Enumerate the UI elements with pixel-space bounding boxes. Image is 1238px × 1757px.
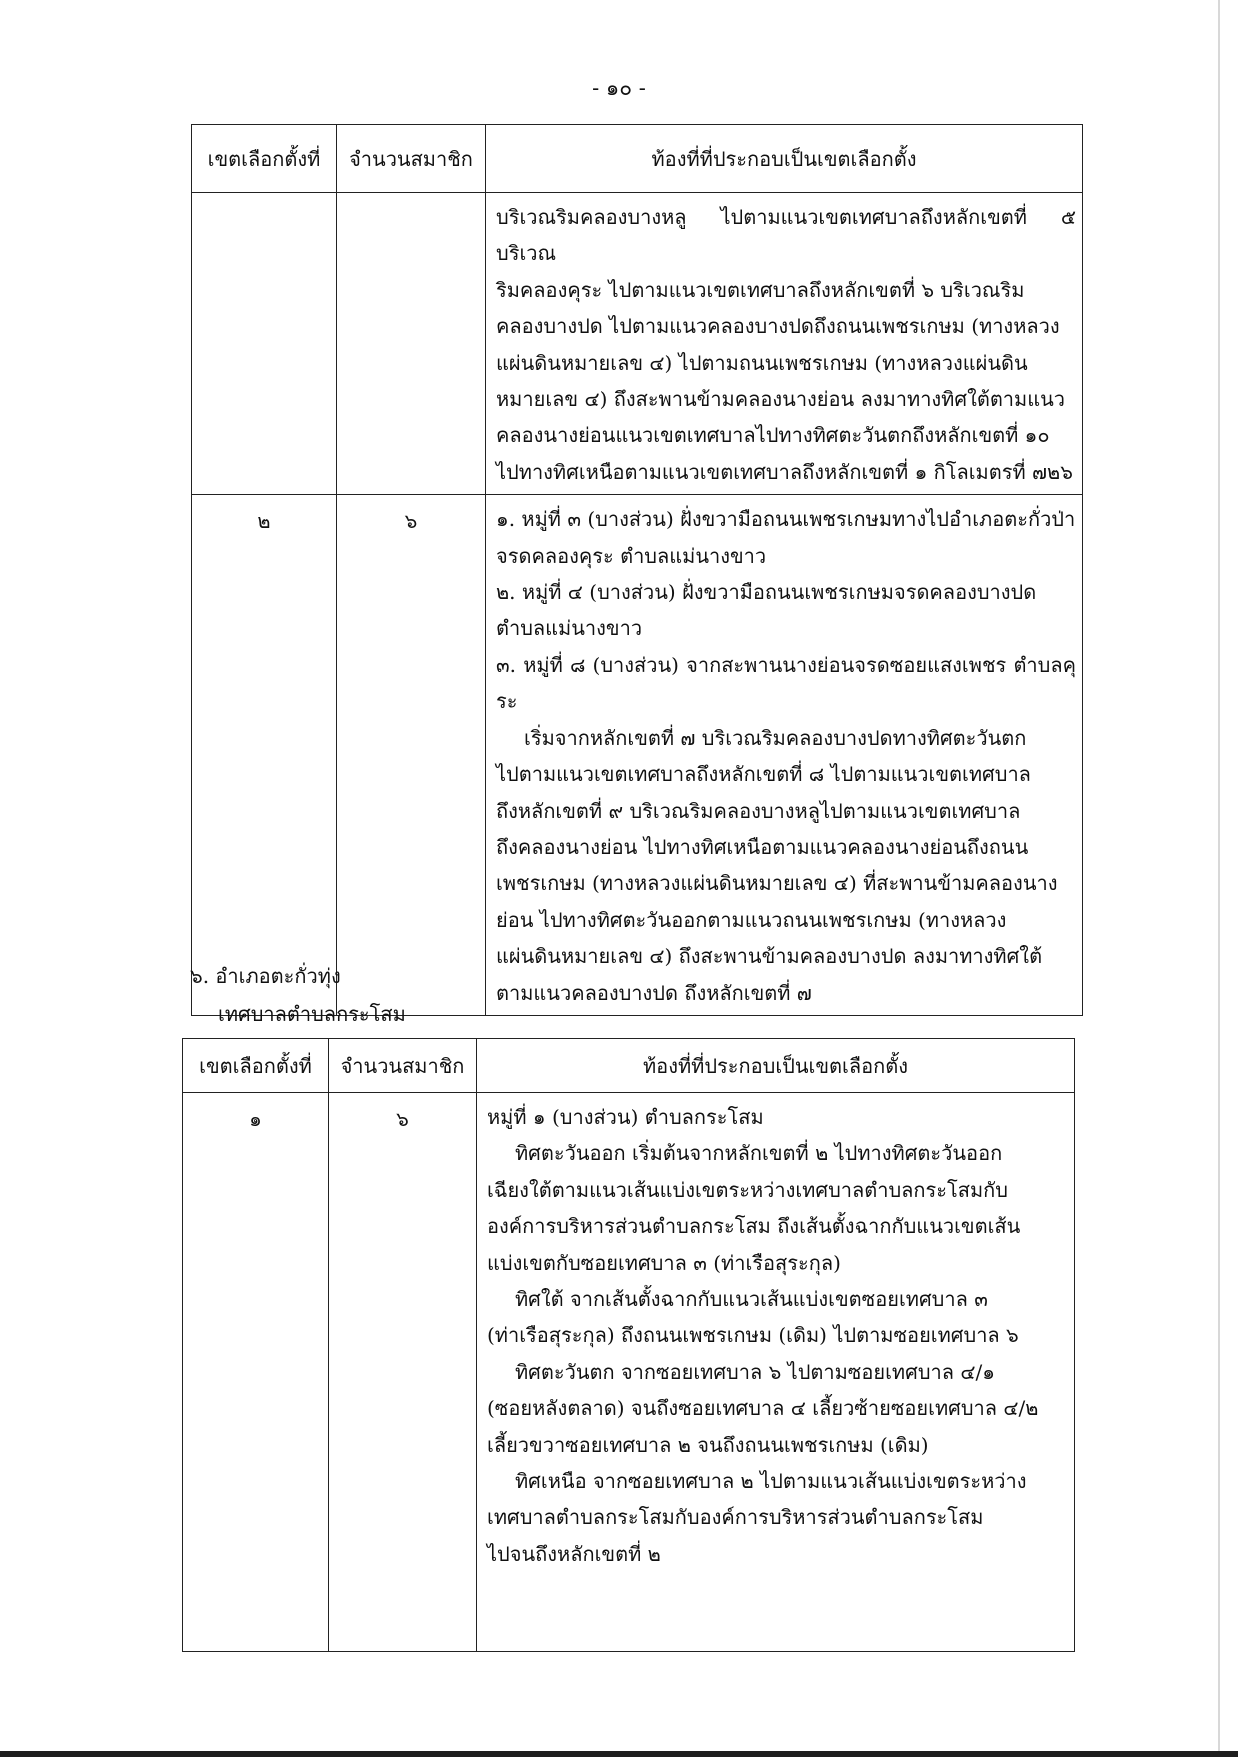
table-row <box>192 495 1083 1016</box>
area-line: คลองบางปด ไปตามแนวคลองบางปดถึงถนนเพชรเกษม (ทางหลวง <box>496 314 1060 339</box>
area-line: ถึงคลองนางย่อน ไปทางทิศเหนือตามแนวคลองนางย่อนถึงถนน <box>496 834 1029 859</box>
area-line: แผ่นดินหมายเลข ๔) ถึงสะพานข้ามคลองบางปด ลงมาทางทิศใต้ <box>496 944 1043 969</box>
area-line: ๓. หมู่ที่ ๘ (บางส่วน) จากสะพานนางย่อนจรดซอยแสงเพชร ตำบลคุระ <box>496 652 1076 714</box>
electoral-zone-table-2 <box>182 1038 1075 1652</box>
area-line: ย่อน ไปทางทิศตะวันออกตามแนวถนนเพชรเกษม (ทางหลวง <box>496 907 1007 932</box>
municipality-heading: เทศบาลตำบลกระโสม <box>218 1002 406 1026</box>
area-description-cell <box>477 1093 1075 1652</box>
header-members: จำนวนสมาชิก <box>337 125 486 193</box>
area-line: เทศบาลตำบลกระโสมกับองค์การบริหารส่วนตำบลกระโสม <box>487 1505 984 1530</box>
area-description-cell <box>486 495 1083 1016</box>
area-line: (ท่าเรือสุระกุล) ถึงถนนเพชรเกษม (เดิม) ไปตามซอยเทศบาล ๖ <box>487 1323 1019 1348</box>
area-line: จรดคลองคุระ ตำบลแม่นางขาว <box>496 543 767 568</box>
district-heading: ๖. อำเภอตะกั่วทุ่ง <box>190 964 341 988</box>
area-line: (ซอยหลังตลาด) จนถึงซอยเทศบาล ๔ เลี้ยวซ้ายซอยเทศบาล ๔/๒ <box>487 1396 1039 1421</box>
table-header-row <box>183 1039 1075 1093</box>
area-line: เฉียงใต้ตามแนวเส้นแบ่งเขตระหว่างเทศบาลตำบลกระโสมกับ <box>487 1177 1008 1202</box>
zone-cell: ๒ <box>192 495 337 1016</box>
header-area: ท้องที่ที่ประกอบเป็นเขตเลือกตั้ง <box>486 125 1083 193</box>
scan-edge-shadow <box>1218 0 1220 1757</box>
electoral-zone-table-1 <box>191 124 1083 1016</box>
table-row <box>192 193 1083 495</box>
members-cell <box>337 193 486 495</box>
zone-cell: ๑ <box>183 1093 329 1652</box>
area-line: ทิศตะวันออก เริ่มต้นจากหลักเขตที่ ๒ ไปทางทิศตะวันออก <box>515 1141 1003 1166</box>
area-line: องค์การบริหารส่วนตำบลกระโสม ถึงเส้นตั้งฉากกับแนวเขตเส้น <box>487 1214 1021 1239</box>
area-line: ตามแนวคลองบางปด ถึงหลักเขตที่ ๗ <box>496 980 812 1005</box>
area-line: หมู่ที่ ๑ (บางส่วน) ตำบลกระโสม <box>487 1105 764 1129</box>
area-line: ไปตามแนวเขตเทศบาลถึงหลักเขตที่ ๘ ไปตามแนวเขตเทศบาล <box>496 762 1031 787</box>
area-description-cell <box>486 193 1083 495</box>
table-row <box>183 1093 1075 1652</box>
area-line: เลี้ยวขวาซอยเทศบาล ๒ จนถึงถนนเพชรเกษม (เดิม) <box>487 1432 929 1457</box>
area-line: คลองนางย่อนแนวเขตเทศบาลไปทางทิศตะวันตกถึงหลักเขตที่ ๑๐ <box>496 423 1050 448</box>
area-line: หมายเลข ๔) ถึงสะพานข้ามคลองนางย่อน ลงมาทางทิศใต้ตามแนว <box>496 387 1066 412</box>
area-line: ทิศเหนือ จากซอยเทศบาล ๒ ไปตามแนวเส้นแบ่งเขตระหว่าง <box>515 1469 1027 1494</box>
area-line: แบ่งเขตกับซอยเทศบาล ๓ (ท่าเรือสุระกุล) <box>487 1250 841 1275</box>
zone-cell <box>192 193 337 495</box>
area-line: ทิศตะวันตก จากซอยเทศบาล ๖ ไปตามซอยเทศบาล ๔/๑ <box>515 1359 995 1384</box>
scan-bottom-edge <box>0 1751 1238 1757</box>
area-line: บริเวณริมคลองบางหลู ไปตามแนวเขตเทศบาลถึงหลักเขตที่ ๕ บริเวณ <box>496 205 1076 266</box>
area-line: แผ่นดินหมายเลข ๔) ไปตามถนนเพชรเกษม (ทางหลวงแผ่นดิน <box>496 350 1028 375</box>
area-line: ทิศใต้ จากเส้นตั้งฉากกับแนวเส้นแบ่งเขตซอยเทศบาล ๓ <box>515 1287 988 1312</box>
header-members: จำนวนสมาชิก <box>329 1039 477 1093</box>
members-cell: ๖ <box>337 495 486 1016</box>
header-zone: เขตเลือกตั้งที่ <box>183 1039 329 1093</box>
members-cell: ๖ <box>329 1093 477 1652</box>
area-line: เพชรเกษม (ทางหลวงแผ่นดินหมายเลข ๔) ที่สะพานข้ามคลองนาง <box>496 871 1058 896</box>
area-line: ถึงหลักเขตที่ ๙ บริเวณริมคลองบางหลูไปตามแนวเขตเทศบาล <box>496 798 1021 823</box>
header-area: ท้องที่ที่ประกอบเป็นเขตเลือกตั้ง <box>477 1039 1075 1093</box>
area-line: ๒. หมู่ที่ ๔ (บางส่วน) ฝั่งขวามือถนนเพชรเกษมจรดคลองบางปด <box>496 580 1037 605</box>
area-line: ริมคลองคุระ ไปตามแนวเขตเทศบาลถึงหลักเขตที่ ๖ บริเวณริม <box>496 277 1025 302</box>
area-line: ไปจนถึงหลักเขตที่ ๒ <box>487 1541 661 1566</box>
area-line: ตำบลแม่นางขาว <box>496 616 643 641</box>
area-line: ไปทางทิศเหนือตามแนวเขตเทศบาลถึงหลักเขตที่ ๑ กิโลเมตรที่ ๗๒๖ <box>496 459 1073 484</box>
header-zone: เขตเลือกตั้งที่ <box>192 125 337 193</box>
table-header-row <box>192 125 1083 193</box>
page-number: - ๑๐ - <box>592 76 646 100</box>
area-line: ๑. หมู่ที่ ๓ (บางส่วน) ฝั่งขวามือถนนเพชรเกษมทางไปอำเภอตะกั่วป่า <box>496 507 1076 532</box>
area-line: เริ่มจากหลักเขตที่ ๗ บริเวณริมคลองบางปดทางทิศตะวันตก <box>524 725 1027 750</box>
